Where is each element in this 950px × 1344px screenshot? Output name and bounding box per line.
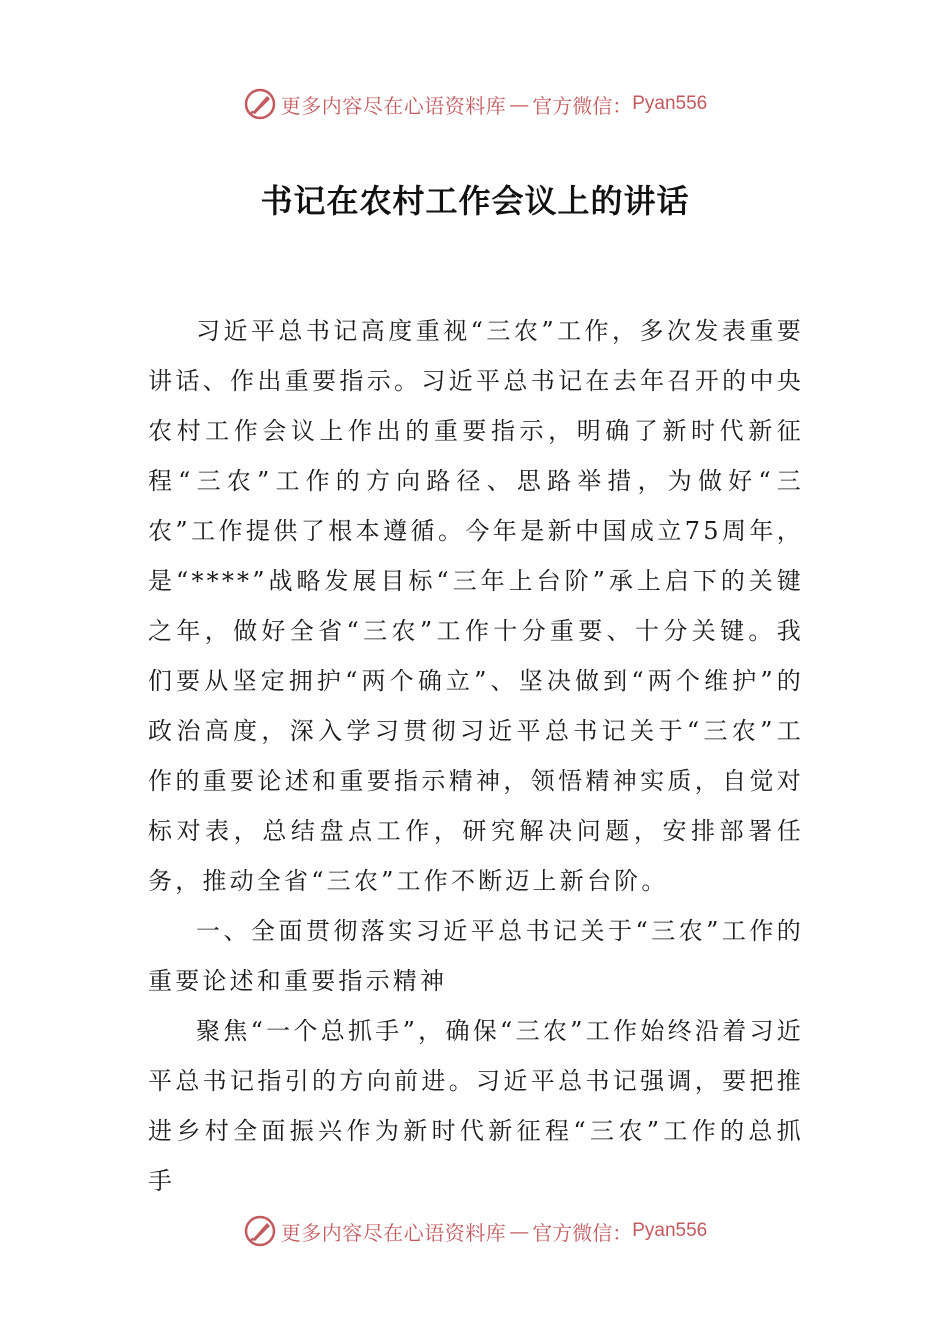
document-body [148, 306, 804, 1206]
section-heading: 一、全面贯彻落实习近平总书记关于“三农”工作的重要论述和重要指示精神 [148, 917, 804, 995]
document-title: 书记在农村工作会议上的讲话 [260, 182, 690, 220]
banner-separator: — [509, 92, 530, 116]
banner-wechat-label: 官方微信： [532, 1220, 633, 1245]
banner-text: 更多内容尽在心语资料库 [280, 1220, 507, 1245]
quill-logo-icon [243, 87, 277, 121]
header-banner [0, 84, 950, 124]
banner-wechat-id: Pyan556 [632, 1220, 708, 1241]
banner-text: 更多内容尽在心语资料库 [280, 93, 507, 118]
banner-wechat-label: 官方微信： [532, 93, 633, 118]
footer-banner [0, 1211, 950, 1251]
quill-logo-icon [243, 1214, 277, 1248]
banner-wechat-id: Pyan556 [632, 93, 708, 114]
banner-separator: — [509, 1219, 530, 1243]
paragraph: 聚焦“一个总抓手”，确保“三农”工作始终沿着习近平总书记指引的方向前进。习近平总书记强调，要把推进乡村全面振兴作为新时代新征程“三农”工作的总抓手 [148, 1017, 804, 1195]
paragraph: 习近平总书记高度重视“三农”工作，多次发表重要讲话、作出重要指示。习近平总书记在去年召开的中央农村工作会议上作出的重要指示，明确了新时代新征程“三农”工作的方向路径、思路举措，为做好“三农”工作提供了根本遵循。今年是新中国成立75周年，是“****”战略发展目标“三年上台阶”承上启下的关键之年，做好全省“三农”工作十分重要、十分关键。我们要从坚定拥护“两个确立”、坚决做到“两个维护”的政治高度，深入学习贯彻习近平总书记关于“三农”工作的重要论述和重要指示精神，领悟精神实质，自觉对标对表，总结盘点工作，研究解决问题，安排部署任务，推动全省“三农”工作不断迈上新台阶。 [148, 317, 804, 895]
